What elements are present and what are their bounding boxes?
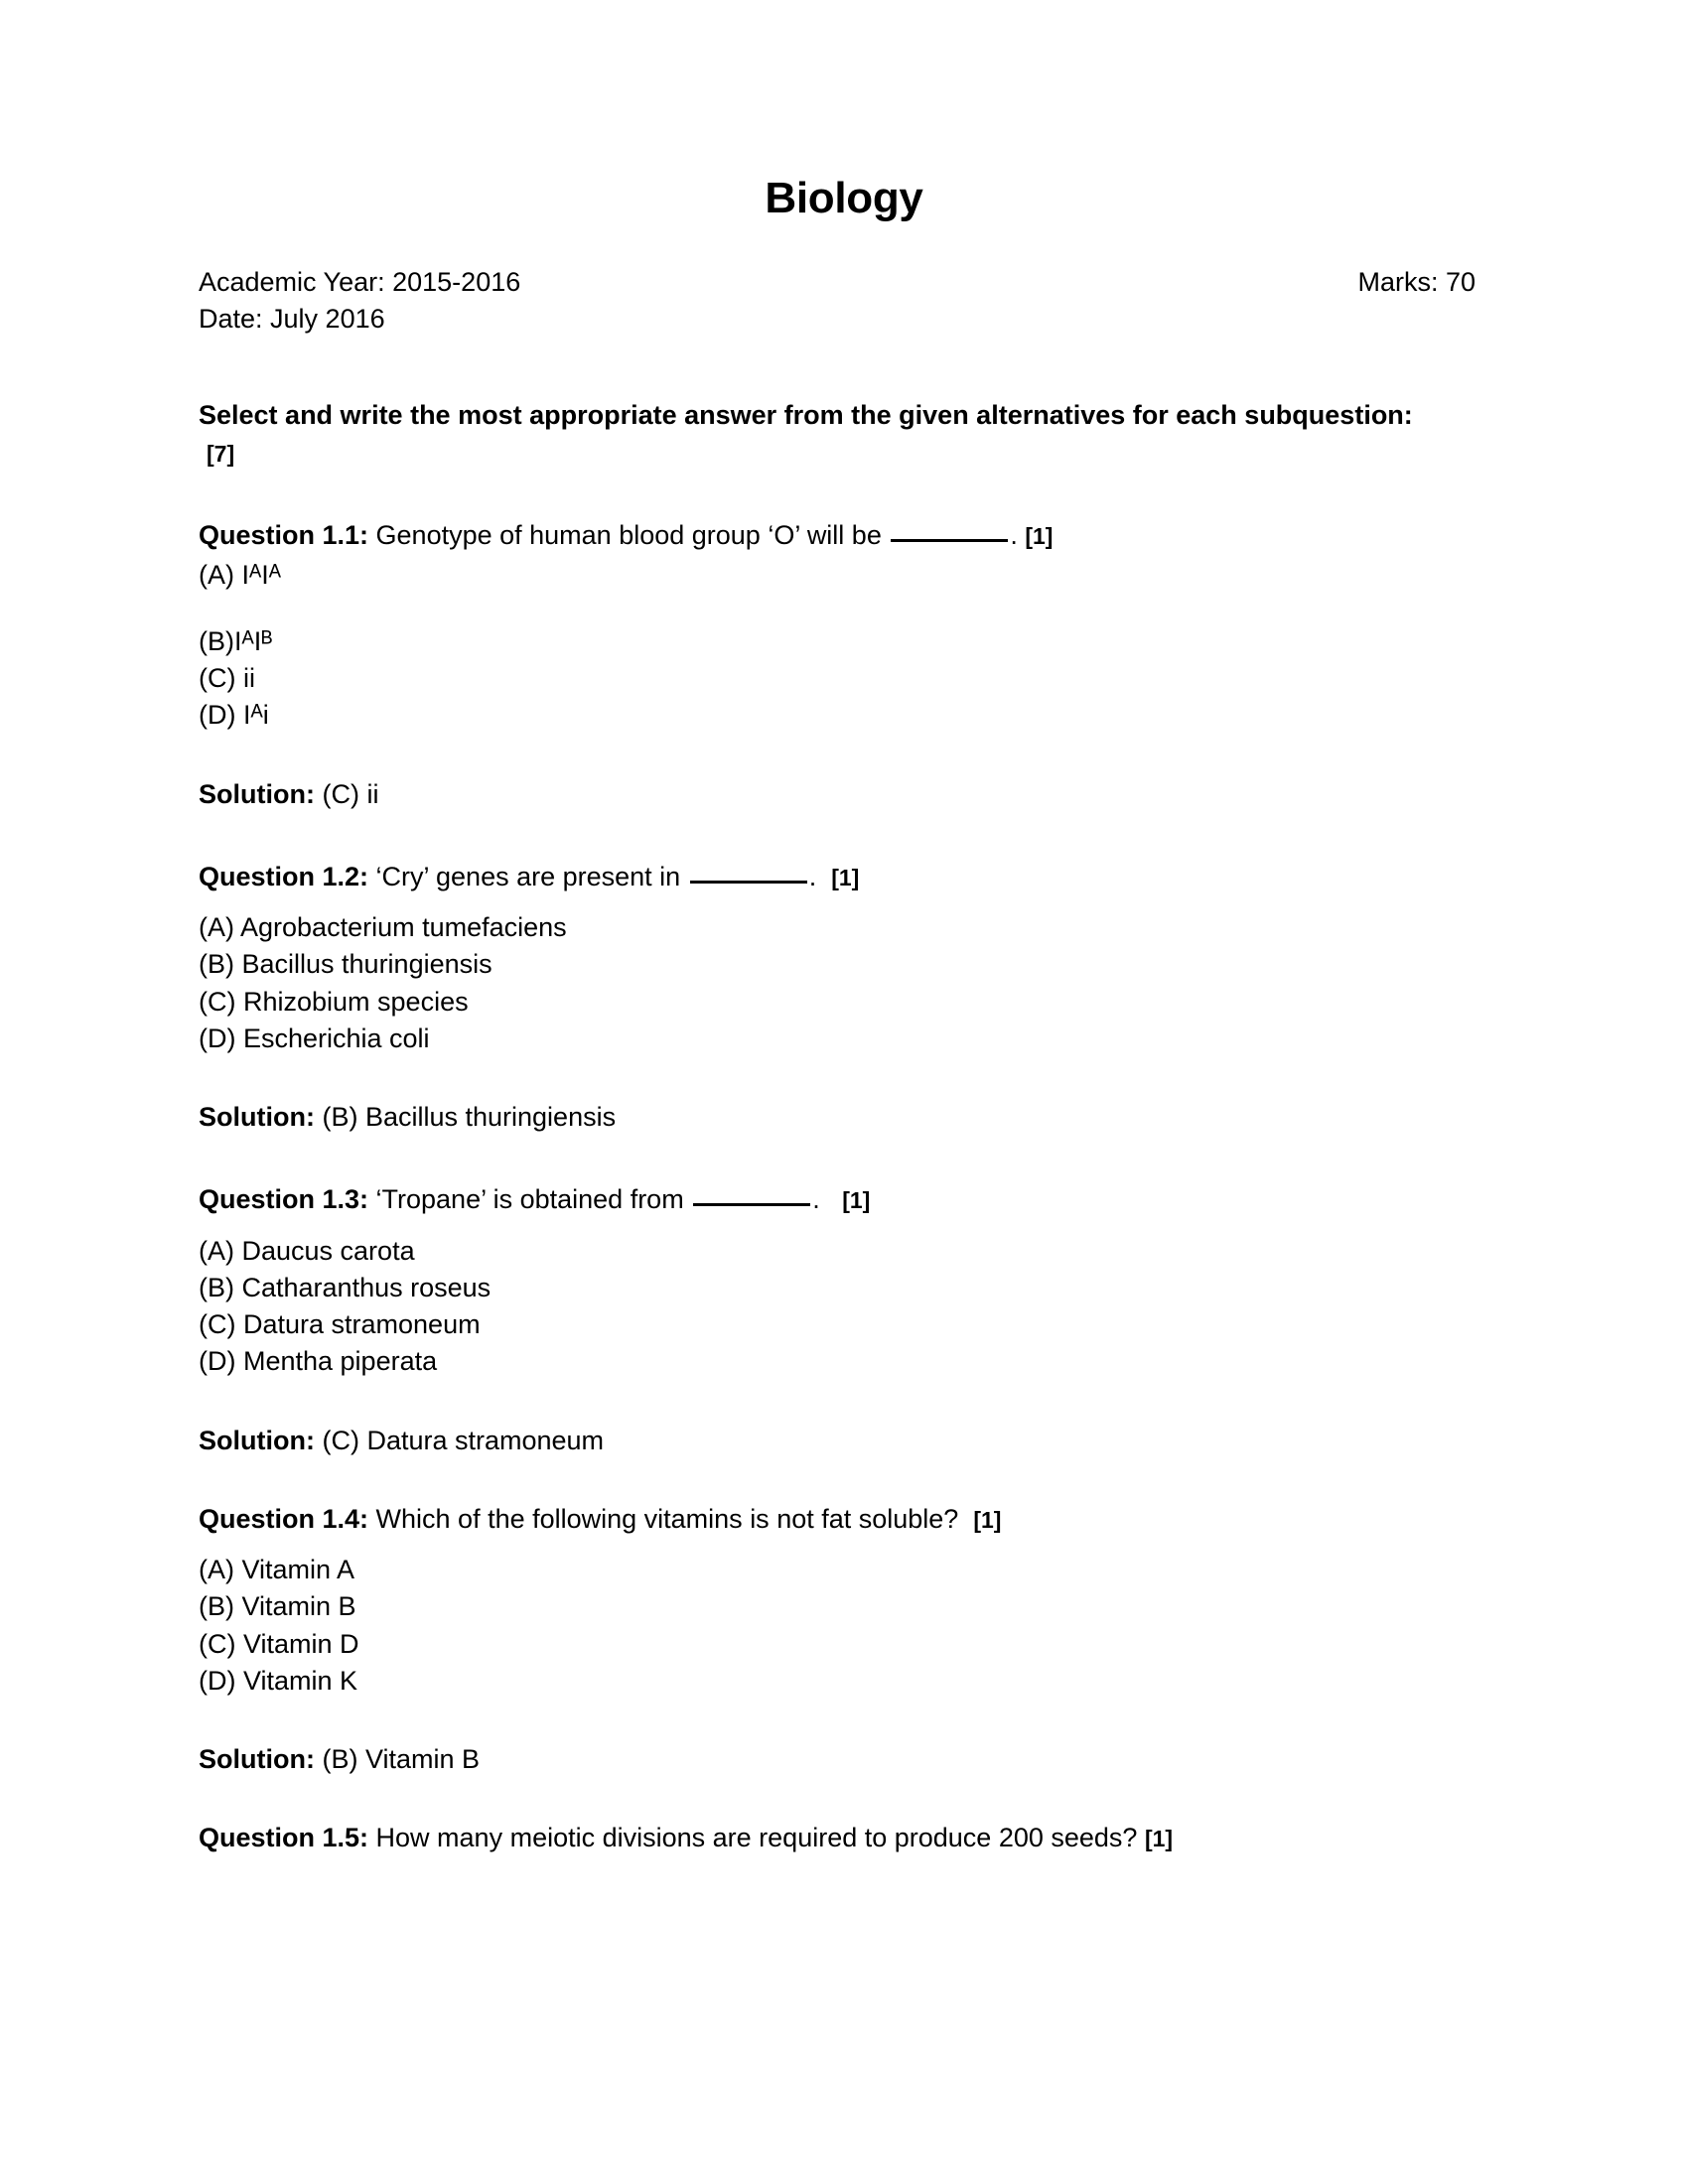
question-line (199, 859, 1489, 895)
options-list (199, 1552, 1489, 1700)
question-marks: [1] (842, 1187, 871, 1214)
exam-date: Date: July 2016 (199, 303, 385, 334)
academic-year: Academic Year: 2015-2016 (199, 267, 521, 298)
question-label: Question 1.5: (199, 1823, 369, 1853)
option-item[interactable]: (D) Escherichia coli (199, 1023, 430, 1053)
options-list (199, 909, 1489, 1057)
options-list (199, 1233, 1489, 1381)
question-text: ‘Cry’ genes are present in (368, 861, 688, 891)
question-line (199, 517, 1489, 554)
question-text: ‘Tropane’ is obtained from (368, 1184, 692, 1215)
question-text: Which of the following vitamins is not fat soluble? (368, 1503, 974, 1534)
option-item[interactable]: (A) Daucus carota (199, 1235, 415, 1266)
question-line (199, 1181, 1489, 1218)
option-item[interactable]: (B) Vitamin B (199, 1591, 356, 1622)
question-text: Genotype of human blood group ‘O’ will be (368, 520, 890, 551)
question-marks: [1] (1025, 523, 1054, 550)
meta-row-date (199, 301, 1489, 337)
answer-blank (891, 539, 1008, 542)
solution-text: (B) Vitamin B (314, 1744, 481, 1775)
option-item[interactable]: (B) Bacillus thuringiensis (199, 949, 492, 980)
question-text: How many meiotic divisions are required to produce 200 seeds? (368, 1823, 1145, 1853)
instruction-text: Select and write the most appropriate answer from the given alternatives for each subquestion: (199, 399, 1413, 430)
question-line (199, 1820, 1489, 1856)
solution-text: (B) Bacillus thuringiensis (314, 1102, 617, 1133)
option-item[interactable]: (A) IᴬIᴬ (199, 559, 281, 590)
options-list (199, 557, 1489, 735)
question-line (199, 1501, 1489, 1538)
option-item[interactable]: (A) Agrobacterium tumefaciens (199, 912, 567, 943)
solution-label: Solution: (199, 1425, 315, 1455)
answer-blank (693, 1203, 810, 1206)
option-item[interactable]: (B) Catharanthus roseus (199, 1272, 492, 1302)
question-block-1-4 (199, 1501, 1489, 1779)
instruction-block (199, 396, 1420, 473)
page-title: Biology (765, 174, 923, 222)
total-marks: Marks: 70 (1357, 267, 1476, 298)
meta-row-year (199, 264, 1489, 300)
option-item[interactable]: (C) Rhizobium species (199, 986, 469, 1017)
question-label: Question 1.3: (199, 1184, 369, 1215)
option-item[interactable]: (D) Iᴬi (199, 700, 269, 731)
option-item[interactable]: (D) Mentha piperata (199, 1346, 438, 1377)
question-block-1-1 (199, 517, 1489, 813)
option-item[interactable]: (A) Vitamin A (199, 1555, 355, 1585)
option-item[interactable]: (C) Vitamin D (199, 1628, 359, 1659)
question-text-tail: . (808, 861, 832, 891)
question-block-1-5 (199, 1820, 1489, 1856)
option-item[interactable]: (C) Datura stramoneum (199, 1309, 481, 1340)
solution-line (199, 1423, 1489, 1459)
question-label: Question 1.4: (199, 1503, 369, 1534)
answer-blank (690, 881, 807, 884)
solution-line (199, 1099, 1489, 1136)
question-text-tail: . (812, 1184, 843, 1215)
solution-label: Solution: (199, 1744, 315, 1775)
solution-label: Solution: (199, 778, 315, 809)
solution-line (199, 1741, 1489, 1778)
option-item[interactable]: (B)IᴬIᴮ (199, 625, 273, 656)
question-marks: [1] (973, 1506, 1002, 1533)
solution-text: (C) Datura stramoneum (314, 1425, 605, 1455)
question-marks: [1] (831, 864, 860, 890)
question-text-tail: . (1010, 520, 1026, 551)
question-block-1-2 (199, 859, 1489, 1137)
document-meta (199, 264, 1489, 336)
solution-line (199, 776, 1489, 813)
option-item[interactable]: (C) ii (199, 663, 255, 694)
question-marks: [1] (1144, 1826, 1174, 1852)
option-item[interactable]: (D) Vitamin K (199, 1665, 358, 1696)
solution-text: (C) ii (314, 778, 379, 809)
question-block-1-3 (199, 1181, 1489, 1459)
instruction-marks: [7] (207, 441, 235, 468)
solution-label: Solution: (199, 1102, 315, 1133)
question-label: Question 1.1: (199, 520, 369, 551)
question-label: Question 1.2: (199, 861, 369, 891)
